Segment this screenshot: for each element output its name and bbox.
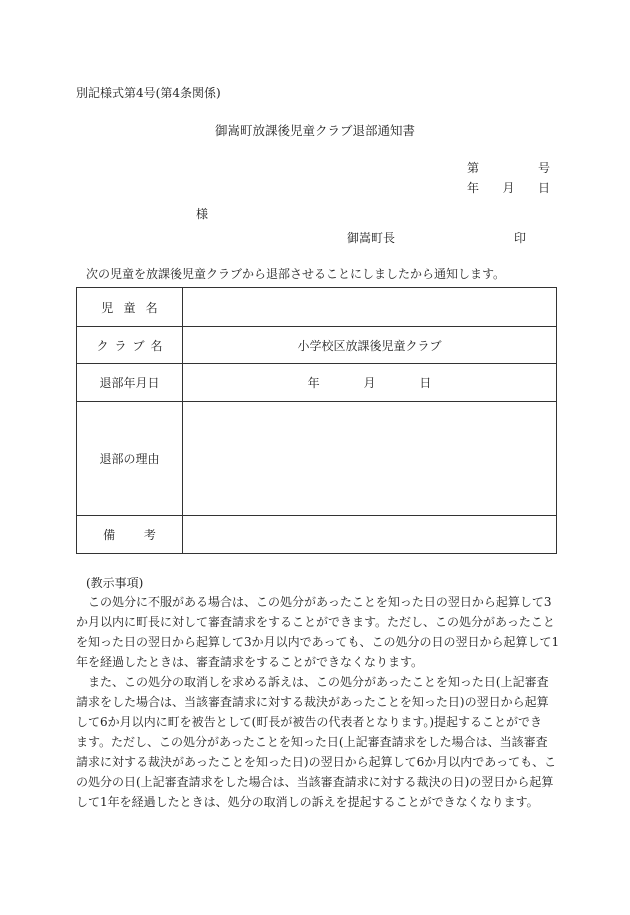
seal-mark: 印: [514, 231, 527, 245]
addressee-honorific: 様: [196, 207, 209, 221]
doc-date-month: 月: [502, 181, 515, 195]
date-year: 年: [307, 376, 320, 390]
table-row: [77, 327, 557, 364]
paragraph-line: 請求をした場合は、当該審査請求に対する裁決があったことを知った日)の翌日から起算: [76, 695, 549, 709]
issuer-name: 御嵩町長: [347, 231, 396, 245]
value-club-name: 小学校区放課後児童クラブ: [183, 327, 557, 364]
paragraph-line: また、この処分の取消しを求める訴えは、この処分があったことを知った日(上記審査: [88, 675, 549, 689]
document-date: [467, 179, 550, 196]
table-row: [77, 288, 557, 327]
label-club-name: クラブ名: [77, 327, 183, 364]
label-withdrawal-date: 退部年月日: [77, 364, 183, 402]
date-month: 月: [363, 376, 376, 390]
table-row: [77, 402, 557, 516]
doc-number-prefix: 第: [467, 161, 480, 175]
form-reference: 別記様式第4号(第4条関係): [76, 86, 221, 100]
value-remarks: [183, 516, 557, 554]
table-row: [77, 364, 557, 402]
notice-paragraph-2: [76, 672, 557, 812]
doc-date-day: 日: [537, 181, 550, 195]
label-withdrawal-reason: 退部の理由: [77, 402, 183, 516]
withdrawal-info-table: [76, 287, 557, 554]
value-withdrawal-date: [183, 364, 557, 402]
value-withdrawal-reason: [183, 402, 557, 516]
value-child-name: [183, 288, 557, 327]
paragraph-line: の処分の日(上記審査請求をした場合は、当該審査請求に対する裁決の日)の翌日から起算: [76, 775, 554, 789]
document-number: [467, 159, 550, 176]
document-title: 御嵩町放課後児童クラブ退部通知書: [214, 123, 415, 138]
notice-heading: (教示事項): [86, 576, 144, 590]
intro-text: 次の児童を放課後児童クラブから退部させることにしましたから通知します。: [86, 267, 506, 281]
paragraph-line: この処分に不服がある場合は、この処分があったことを知った日の翌日から起算して3: [88, 595, 552, 609]
paragraph-line: ます。ただし、この処分があったことを知った日(上記審査請求をした場合は、当該審査: [76, 735, 548, 749]
date-day: 日: [419, 376, 432, 390]
paragraph-line: か月以内に町長に対して審査請求をすることができます。ただし、この処分があったこと: [76, 615, 555, 629]
paragraph-line: して1年を経過したときは、処分の取消しの訴えを提起することができなくなります。: [76, 795, 539, 809]
label-child-name: 児童名: [77, 288, 183, 327]
label-remarks: 備考: [77, 516, 183, 554]
paragraph-line: して6か月以内に町を被告として(町長が被告の代表者となります。)提起することができ: [76, 715, 543, 729]
paragraph-line: 請求に対する裁決があったことを知った日)の翌日から起算して6か月以内であっても、こ: [76, 755, 557, 769]
notice-paragraph-1: [76, 592, 560, 672]
doc-number-suffix: 号: [537, 161, 550, 175]
paragraph-line: 年を経過したときは、審査請求をすることができなくなります。: [76, 655, 424, 669]
doc-date-year: 年: [467, 181, 480, 195]
paragraph-line: を知った日の翌日から起算して3か月以内であっても、この処分の日の翌日から起算して1: [76, 635, 560, 649]
table-row: [77, 516, 557, 554]
